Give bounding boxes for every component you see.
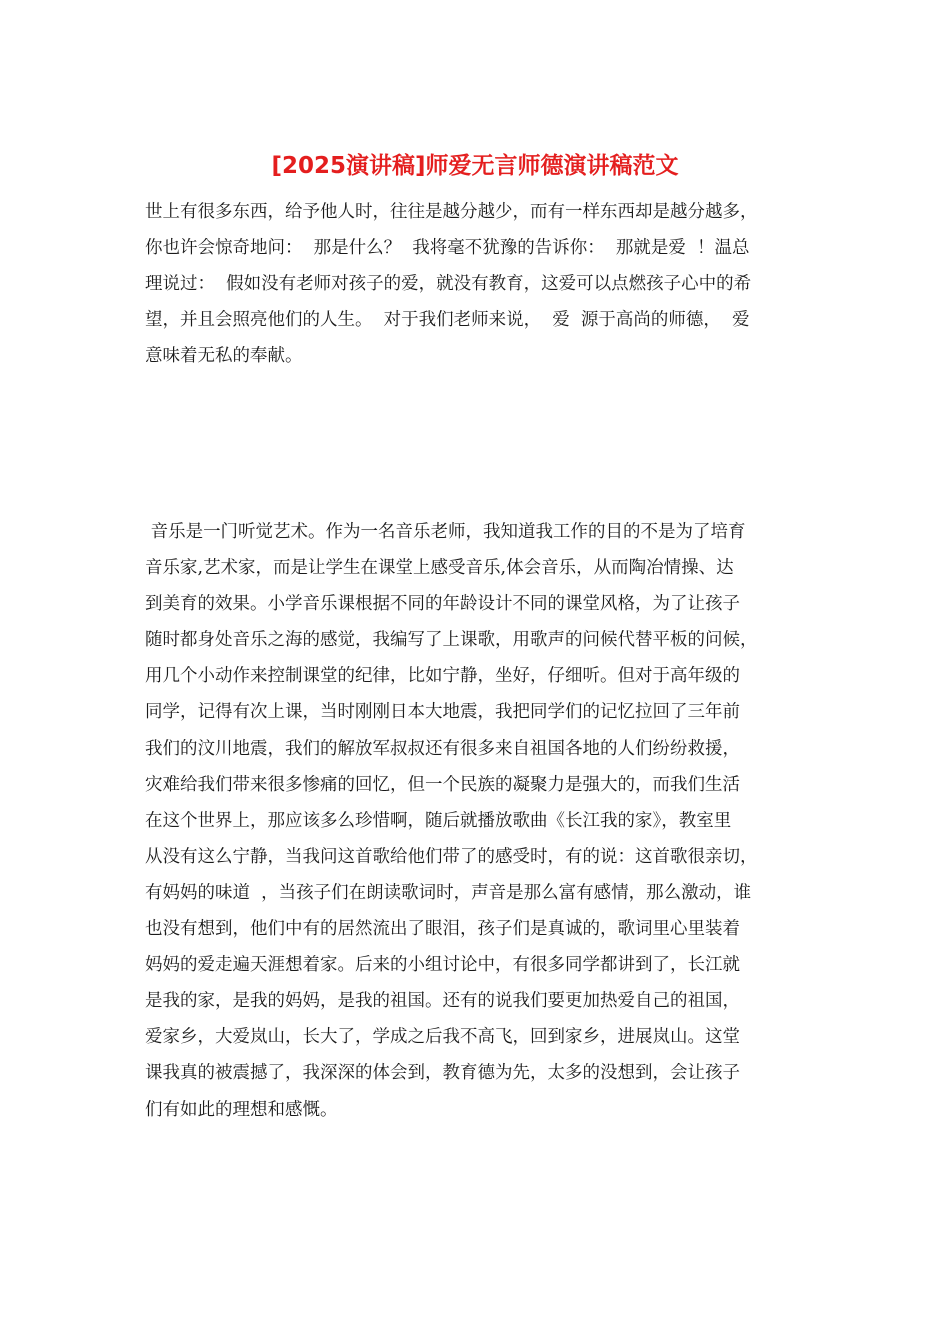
body-line: 到美育的效果。小学音乐课根据不同的年龄设计不同的课堂风格，为了让孩子	[145, 594, 740, 615]
body-line: 也没有想到，他们中有的居然流出了眼泪，孩子们是真诚的，歌词里心里装着	[145, 919, 740, 940]
intro-line: 意味着无私的奉献。	[145, 346, 303, 367]
intro-line: 理说过： 假如没有老师对孩子的爱，就没有教育，这爱可以点燃孩子心中的希	[145, 274, 752, 295]
body-line: 爱家乡，大爱岚山，长大了，学成之后我不高飞，回到家乡，进展岚山。这堂	[145, 1027, 740, 1048]
body-line: 课我真的被震撼了，我深深的体会到，教育德为先，太多的没想到，会让孩子	[145, 1063, 740, 1084]
body-line: 我们的汶川地震，我们的解放军叔叔还有很多来自祖国各地的人们纷纷救援，	[145, 738, 740, 759]
intro-line: 世上有很多东西，给予他人时，往往是越分越少，而有一样东西却是越分越多，	[145, 202, 758, 222]
intro-paragraph	[145, 194, 805, 374]
intro-line: 望，并且会照亮他们的人生。 对于我们老师来说， 爱 源于高尚的师德， 爱	[145, 310, 750, 331]
body-paragraph	[145, 514, 805, 1128]
intro-line: 你也许会惊奇地问： 那是什么？ 我将毫不犹豫的告诉你： 那就是爱 ！温总	[145, 238, 750, 259]
body-line: 音乐家,艺术家，而是让学生在课堂上感受音乐,体会音乐，从而陶冶情操、达	[145, 558, 734, 579]
body-line: 是我的家，是我的妈妈，是我的祖国。还有的说我们要更加热爱自己的祖国，	[145, 991, 740, 1012]
body-line: 从没有这么宁静，当我问这首歌给他们带了的感受时，有的说：这首歌很亲切，	[145, 846, 758, 867]
document-title: [2025演讲稿]师爱无言师德演讲稿范文	[271, 153, 679, 179]
body-line: 同学，记得有次上课，当时刚刚日本大地震，我把同学们的记忆拉回了三年前	[145, 702, 740, 723]
body-line: 们有如此的理想和感慨。	[145, 1099, 338, 1120]
body-line: 妈妈的爱走遍天涯想着家。后来的小组讨论中，有很多同学都讲到了，长江就	[145, 955, 740, 976]
body-line: 灾难给我们带来很多惨痛的回忆，但一个民族的凝聚力是强大的，而我们生活	[145, 774, 740, 795]
body-line: 音乐是一门听觉艺术。作为一名音乐老师，我知道我工作的目的不是为了培育	[145, 522, 746, 542]
body-line: 随时都身处音乐之海的感觉，我编写了上课歌，用歌声的问候代替平板的问候，	[145, 630, 758, 651]
body-line: 有妈妈的味道 ，当孩子们在朗读歌词时，声音是那么富有感情，那么激动，谁	[145, 882, 752, 903]
body-line: 用几个小动作来控制课堂的纪律，比如宁静，坐好，仔细听。但对于高年级的	[145, 666, 740, 687]
body-line: 在这个世界上，那应该多么珍惜啊，随后就播放歌曲《长江我的家》，教室里	[145, 810, 732, 831]
